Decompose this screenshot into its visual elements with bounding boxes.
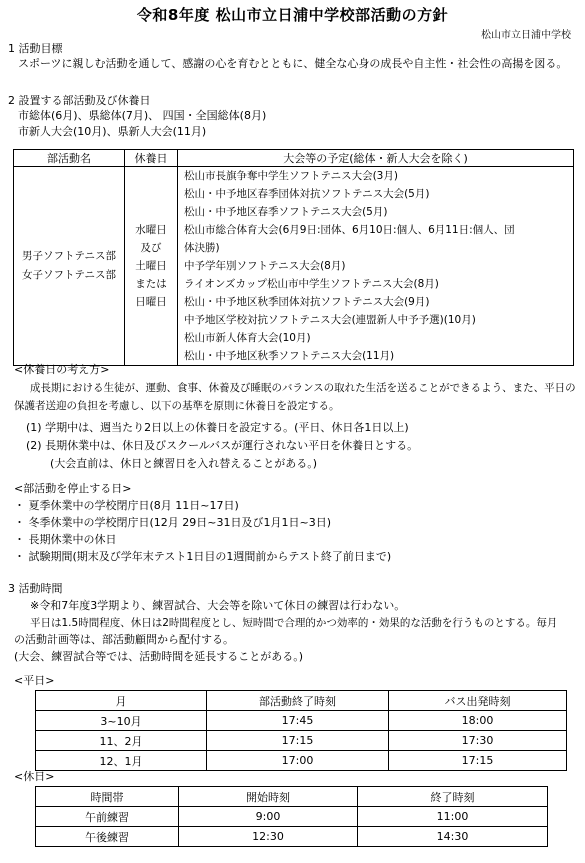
table-header: 部活動終了時刻 <box>207 691 389 711</box>
club-names <box>14 167 125 366</box>
rest-policy-item: (大会直前は、休日と練習日を入れ替えることがある。) <box>50 457 318 470</box>
section1-text: スポーツに親しむ活動を通して、感謝の心を育むとともに、健全な心身の成長や自主性・社会性の高揚を図る。 <box>18 57 568 70</box>
page-title: 令和8年度 松山市立日浦中学校部活動の方針 <box>136 6 449 24</box>
rest-day: または <box>135 278 167 290</box>
event-item: 松山・中予地区秋季団体対抗ソフトテニス大会(9月) <box>184 296 430 308</box>
section1-heading: 1 活動目標 <box>8 42 63 55</box>
rest-day: 水曜日 <box>135 224 167 236</box>
club-name: 女子ソフトテニス部 <box>21 269 117 281</box>
holiday-label: <休日> <box>14 770 55 783</box>
table-cell: 14:30 <box>358 827 548 847</box>
club-table <box>13 149 574 366</box>
activity-note: 平日は1.5時間程度、休日は2時間程度とし、短時間で合理的かつ効率的・効果的な活動を行うものとする。毎月 <box>30 617 558 629</box>
stop-day-item: ・ 試験期間(期末及び学年末テスト1日目の1週間前からテスト終了前日まで) <box>14 550 392 563</box>
event-item: ライオンズカップ松山市中学生ソフトテニス大会(8月) <box>184 278 439 290</box>
rest-policy-text: 保護者送迎の負担を考慮し、以下の基準を原則に休養日を設定する。 <box>14 400 340 412</box>
event-item: 松山・中予地区秋季ソフトテニス大会(11月) <box>184 350 395 362</box>
table-row <box>36 827 548 847</box>
section2-heading: 2 設置する部活動及び休養日 <box>8 94 151 107</box>
table-row <box>36 731 567 751</box>
stop-day-item: ・ 長期休業中の休日 <box>14 533 117 546</box>
table-header: バス出発時刻 <box>389 691 567 711</box>
table-cell: 18:00 <box>389 711 567 731</box>
table-header: 月 <box>36 691 207 711</box>
rest-day: 及び <box>140 242 162 254</box>
table-cell: 17:15 <box>207 731 389 751</box>
event-item: 松山市総合体育大会(6月9日:団体、6月10日:個人、6月11日:個人、団 <box>184 224 515 236</box>
event-item: 松山・中予地区春季ソフトテニス大会(5月) <box>184 206 388 218</box>
activity-note: の活動計画等は、部活動顧問から配付する。 <box>14 633 234 646</box>
event-item: 体決勝) <box>184 242 220 254</box>
table-cell: 12:30 <box>179 827 358 847</box>
event-item: 松山市長旗争奪中学生ソフトテニス大会(3月) <box>184 170 398 182</box>
rest-day: 日曜日 <box>135 296 167 308</box>
table-header: 大会等の予定(総体・新人大会を除く) <box>178 150 574 167</box>
table-row <box>36 807 548 827</box>
table-row <box>36 711 567 731</box>
rest-policy-heading: <休養日の考え方> <box>14 363 110 376</box>
table-cell: 17:30 <box>389 731 567 751</box>
table-cell: 12、1月 <box>36 751 207 771</box>
weekday-table <box>35 690 567 771</box>
rest-policy-item: (2) 長期休業中は、休日及びスクールバスが運行されない平日を休養日とする。 <box>26 439 419 452</box>
event-item: 中予地区学校対抗ソフトテニス大会(連盟新人中予予選)(10月) <box>184 314 476 326</box>
table-row <box>36 751 567 771</box>
activity-note: ※令和7年度3学期より、練習試合、大会等を除いて休日の練習は行わない。 <box>30 599 406 612</box>
table-cell: 17:00 <box>207 751 389 771</box>
event-item: 松山・中予地区春季団体対抗ソフトテニス大会(5月) <box>184 188 430 200</box>
stop-days-heading: <部活動を停止する日> <box>14 482 132 495</box>
table-cell: 11:00 <box>358 807 548 827</box>
table-cell: 9:00 <box>179 807 358 827</box>
table-cell: 11、2月 <box>36 731 207 751</box>
table-header: 開始時刻 <box>179 787 358 807</box>
section3-heading: 3 活動時間 <box>8 582 63 595</box>
rest-days <box>125 167 178 366</box>
table-header: 終了時刻 <box>358 787 548 807</box>
tournament-line: 市新人大会(10月)、県新人大会(11月) <box>18 125 207 138</box>
school-name: 松山市立日浦中学校 <box>481 30 571 41</box>
event-item: 中予学年別ソフトテニス大会(8月) <box>184 260 346 272</box>
event-item: 松山市新人体育大会(10月) <box>184 332 311 344</box>
tournament-line: 市総体(6月)、県総体(7月)、 四国・全国総体(8月) <box>18 109 267 122</box>
rest-day: 土曜日 <box>135 260 167 272</box>
rest-policy-text: 成長期における生徒が、運動、食事、休養及び睡眠のバランスの取れた生活を送ることができるよう、また、平日の <box>30 382 576 394</box>
table-cell: 17:45 <box>207 711 389 731</box>
event-list <box>178 167 574 366</box>
table-header: 休養日 <box>125 150 178 167</box>
stop-day-item: ・ 夏季休業中の学校閉庁日(8月 11日~17日) <box>14 499 239 512</box>
table-cell: 17:15 <box>389 751 567 771</box>
table-header: 部活動名 <box>14 150 125 167</box>
rest-policy-item: (1) 学期中は、週当たり2日以上の休養日を設定する。(平日、休日各1日以上) <box>26 421 409 434</box>
weekday-label: <平日> <box>14 674 55 687</box>
table-cell: 3~10月 <box>36 711 207 731</box>
club-name: 男子ソフトテニス部 <box>21 250 117 262</box>
holiday-table <box>35 786 548 847</box>
table-cell: 午後練習 <box>36 827 179 847</box>
table-cell: 午前練習 <box>36 807 179 827</box>
table-header: 時間帯 <box>36 787 179 807</box>
activity-note: (大会、練習試合等では、活動時間を延長することがある。) <box>14 650 304 663</box>
stop-day-item: ・ 冬季休業中の学校閉庁日(12月 29日~31日及び1月1日~3日) <box>14 516 331 529</box>
